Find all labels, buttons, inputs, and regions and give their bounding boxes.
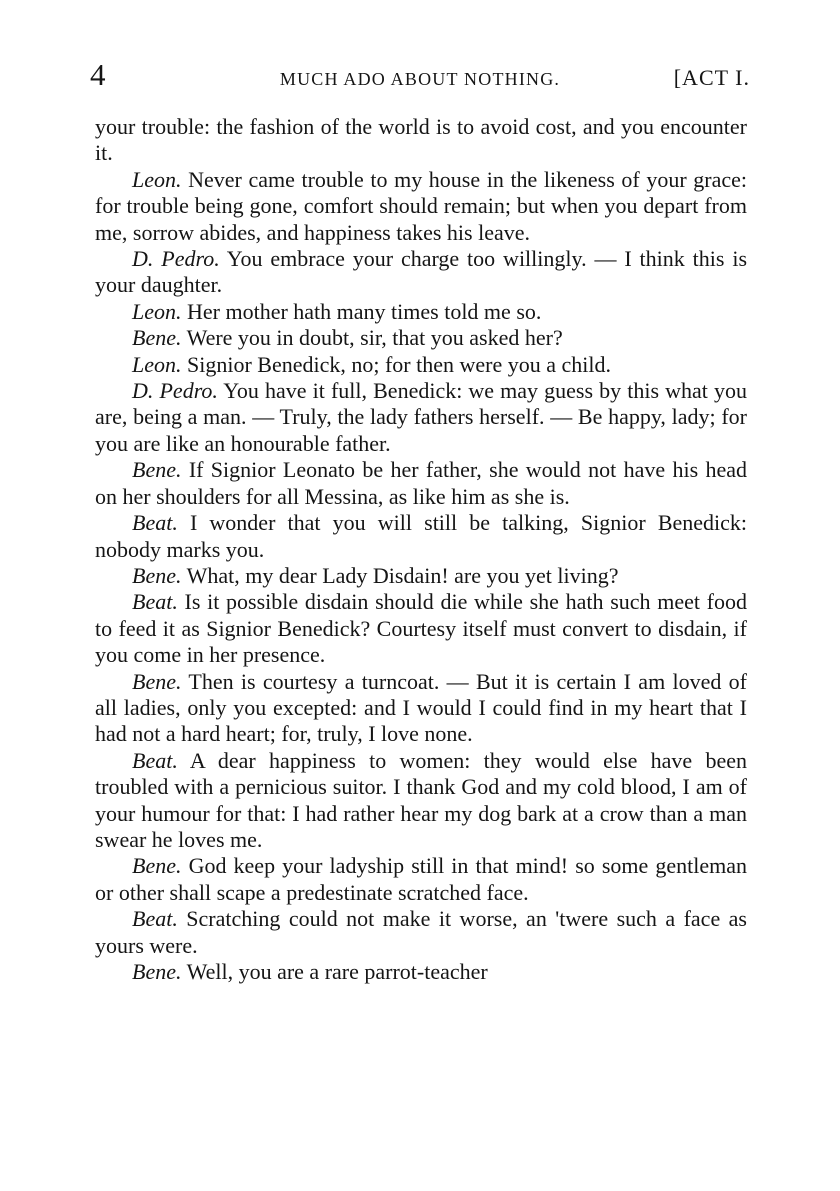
dialogue-text: If Signior Leonato be her father, she would not have his head on her shoulders for all Messina, as like him as she is.: [95, 457, 747, 509]
play-text: [95, 114, 747, 985]
paragraph-continued: [95, 114, 747, 167]
dialogue-text: God keep your ladyship still in that mind! so some gentleman or other shall scape a predestinate scratched face.: [95, 853, 748, 905]
speaker-label: D. Pedro.: [132, 246, 220, 272]
speaker-label: Bene.: [132, 325, 182, 351]
speaker-label: Bene.: [132, 959, 182, 984]
speaker-label: D. Pedro.: [132, 378, 218, 404]
speaker-label: Bene.: [132, 853, 182, 879]
speech-paragraph: [95, 853, 747, 906]
dialogue-text: You have it full, Benedick: we may guess by this what you are, being a man. — Truly, the lady fathers herself. — Be happy, lady; for you are like an honourable father.: [95, 378, 747, 456]
dialogue-text: Is it possible disdain should die while she hath such meet food to feed it as Signior Benedick? Courtesy itself must convert to disdain, if you come in her presence.: [95, 589, 748, 668]
dialogue-text: What, my dear Lady Disdain! are you yet living?: [186, 562, 619, 588]
speech-paragraph: [95, 378, 747, 457]
speaker-label: Leon.: [132, 166, 182, 192]
speech-paragraph: [95, 246, 747, 299]
speaker-label: Bene.: [132, 562, 182, 588]
dialogue-text: Signior Benedick, no; for then were you a child.: [187, 351, 612, 377]
speech-paragraph: [95, 325, 747, 351]
speech-paragraph: [95, 669, 747, 748]
dialogue-text: You embrace your charge too willingly. — I think this is your daughter.: [95, 246, 747, 298]
dialogue-text: Well, you are a rare parrot-teacher: [186, 959, 488, 984]
speaker-label: Leon.: [132, 298, 182, 324]
speaker-label: Beat.: [132, 510, 178, 536]
dialogue-text: Her mother hath many times told me so.: [187, 298, 542, 324]
speech-paragraph: [95, 457, 747, 510]
dialogue-text: Scratching could not make it worse, an 'twere such a face as yours were.: [95, 906, 747, 958]
page-number: 4: [90, 57, 106, 92]
speech-paragraph: [95, 959, 747, 985]
speaker-label: Beat.: [132, 747, 178, 773]
dialogue-text: A dear happiness to women: they would else have been troubled with a pernicious suitor. I thank God and my cold blood, I am of your humour for that: I had rather hear my dog bark at a crow than a man swear he loves me.: [95, 747, 748, 852]
speaker-label: Beat.: [132, 906, 178, 932]
dialogue-text: your trouble: the fashion of the world is to avoid cost, and you encounter it.: [95, 114, 747, 166]
speech-paragraph: [95, 352, 747, 378]
dialogue-text: Never came trouble to my house in the likeness of your grace: for trouble being gone, comfort should remain; but when you depart from me, sorrow abides, and happiness takes his leave.: [95, 166, 747, 245]
dialogue-text: Were you in doubt, sir, that you asked her?: [186, 325, 563, 351]
running-title: MUCH ADO ABOUT NOTHING.: [279, 69, 561, 89]
speaker-label: Bene.: [132, 457, 182, 483]
speaker-label: Leon.: [132, 351, 182, 377]
speech-paragraph: [95, 167, 747, 246]
speech-paragraph: [95, 906, 747, 959]
speaker-label: Bene.: [132, 668, 182, 694]
dialogue-text: I wonder that you will still be talking, Signior Benedick: nobody marks you.: [95, 510, 748, 562]
dialogue-text: Then is courtesy a turncoat. — But it is certain I am loved of all ladies, only you excepted: and I would I could find in my heart that I had not a hard heart; for, truly, I love none.: [95, 668, 747, 747]
speech-paragraph: [95, 589, 747, 668]
page-header: [90, 58, 750, 102]
speech-paragraph: [95, 299, 747, 325]
speech-paragraph: [95, 510, 747, 563]
speech-paragraph: [95, 748, 747, 854]
act-label: [ACT I.: [673, 65, 750, 90]
speaker-label: Beat.: [132, 589, 178, 615]
speech-paragraph: [95, 563, 747, 589]
